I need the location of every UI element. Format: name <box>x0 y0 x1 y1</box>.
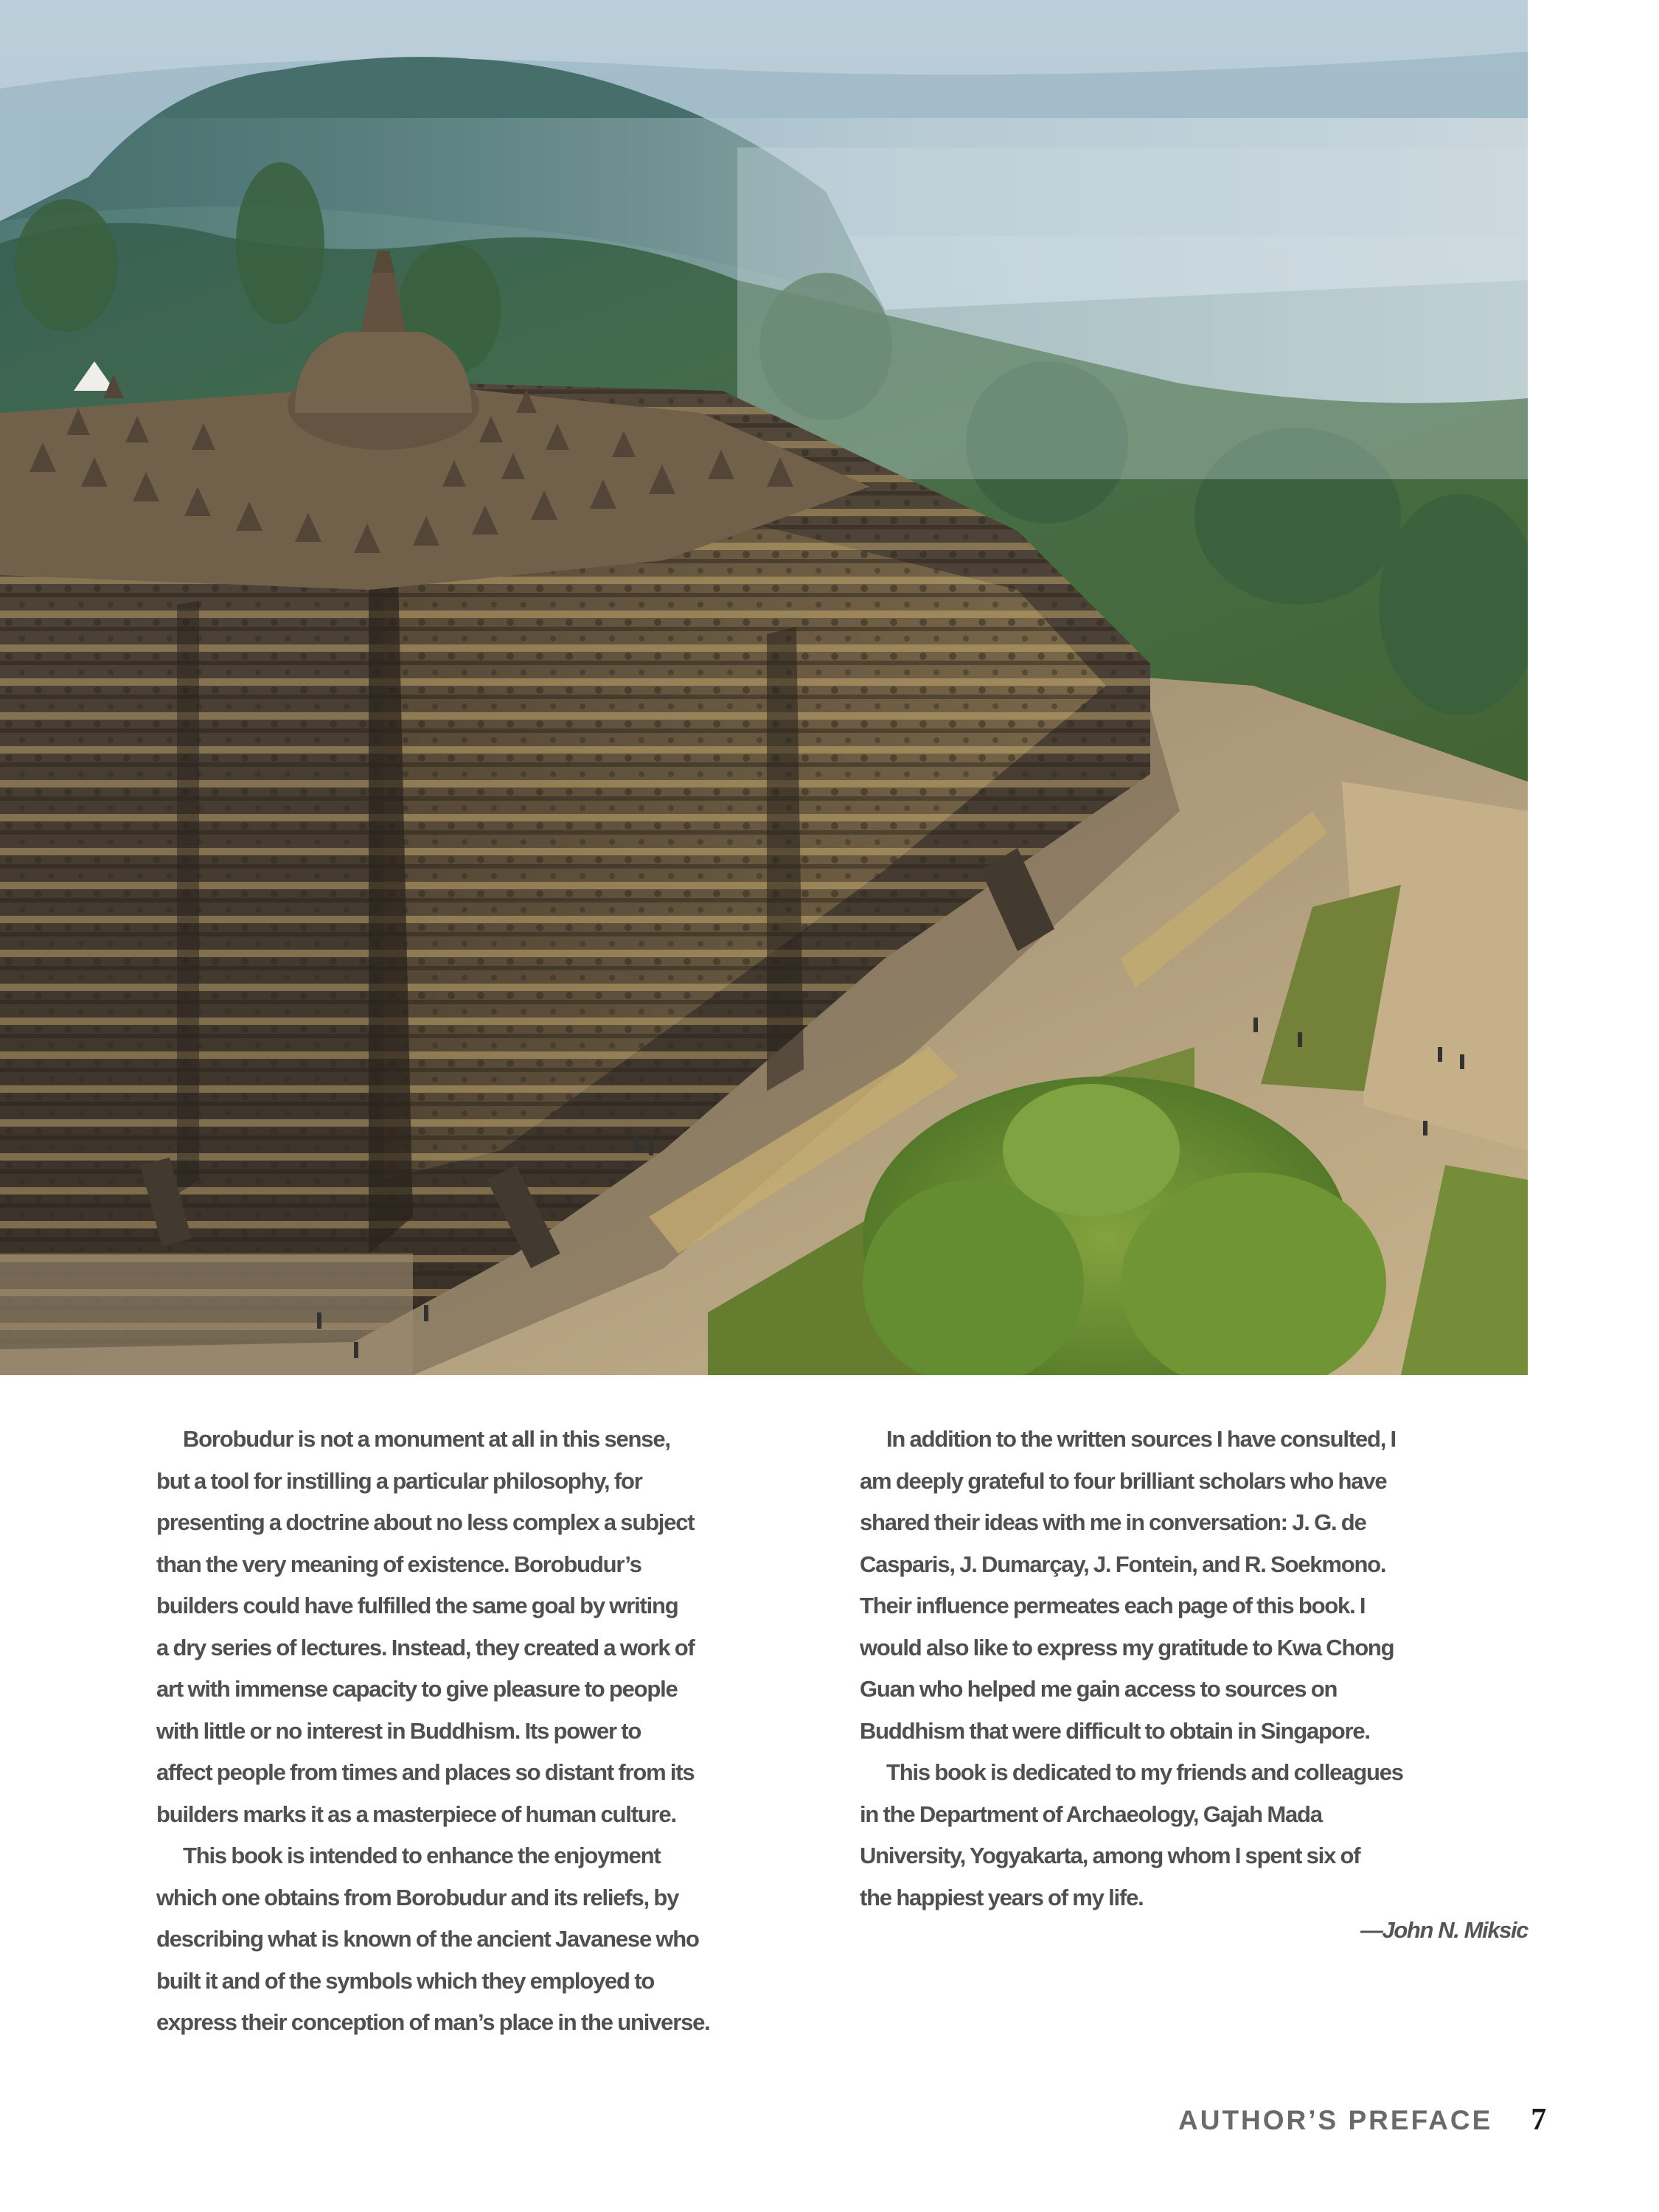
text-line: but a tool for instilling a particular philosophy, for <box>156 1467 642 1494</box>
page-footer <box>1178 2102 1546 2138</box>
text-line: am deeply grateful to four brilliant scholars who have <box>860 1467 1387 1494</box>
text-line: would also like to express my gratitude to Kwa Chong <box>860 1634 1394 1660</box>
paragraph <box>156 1835 831 2044</box>
text-line: builders could have fulfilled the same goal by writing <box>156 1593 678 1618</box>
running-footer-section-title: AUTHOR’S PREFACE <box>1178 2105 1493 2135</box>
paragraph <box>860 1752 1531 1919</box>
paragraph <box>156 1419 831 1835</box>
text-line: in the Department of Archaeology, Gajah Mada <box>860 1801 1322 1827</box>
text-line: Guan who helped me gain access to sources on <box>860 1676 1338 1702</box>
text-line: a dry series of lectures. Instead, they created a work of <box>156 1634 695 1660</box>
text-line: the happiest years of my life. <box>860 1884 1144 1910</box>
text-line: shared their ideas with me in conversation: J. G. de <box>860 1509 1366 1535</box>
text-line: Borobudur is not a monument at all in this sense, <box>183 1426 670 1452</box>
text-line: Their influence permeates each page of this book. I <box>860 1593 1366 1618</box>
text-line: University, Yogyakarta, among whom I spent six of <box>860 1843 1360 1868</box>
text-line: presenting a doctrine about no less complex a subject <box>156 1509 695 1535</box>
text-line: built it and of the symbols which they employed to <box>156 1967 655 1994</box>
text-line: art with immense capacity to give pleasure to people <box>156 1676 678 1702</box>
text-line: with little or no interest in Buddhism. Its power to <box>156 1717 641 1744</box>
text-line: than the very meaning of existence. Borobudur’s <box>156 1551 641 1577</box>
paragraph <box>860 1419 1531 1752</box>
text-line: which one obtains from Borobudur and its reliefs, by <box>156 1884 679 1910</box>
author-signature: —John N. Miksic <box>1360 1917 1528 1943</box>
text-line: Buddhism that were difficult to obtain in Singapore. <box>860 1717 1370 1744</box>
text-line: In addition to the written sources I have consulted, I <box>886 1426 1396 1452</box>
text-line: express their conception of man’s place in the universe. <box>156 2009 710 2035</box>
page-number: 7 <box>1531 2103 1547 2137</box>
text-line: Casparis, J. Dumarçay, J. Fontein, and R. Soekmono. <box>860 1551 1386 1577</box>
text-line: describing what is known of the ancient Javanese who <box>156 1926 699 1952</box>
text-line: This book is dedicated to my friends and colleagues <box>886 1759 1403 1785</box>
text-line: This book is intended to enhance the enjoyment <box>183 1843 661 1868</box>
right-text-column <box>860 1419 1531 1919</box>
left-text-column <box>156 1419 831 2044</box>
text-line: affect people from times and places so distant from its <box>156 1759 695 1785</box>
text-line: builders marks it as a masterpiece of human culture. <box>156 1801 676 1827</box>
